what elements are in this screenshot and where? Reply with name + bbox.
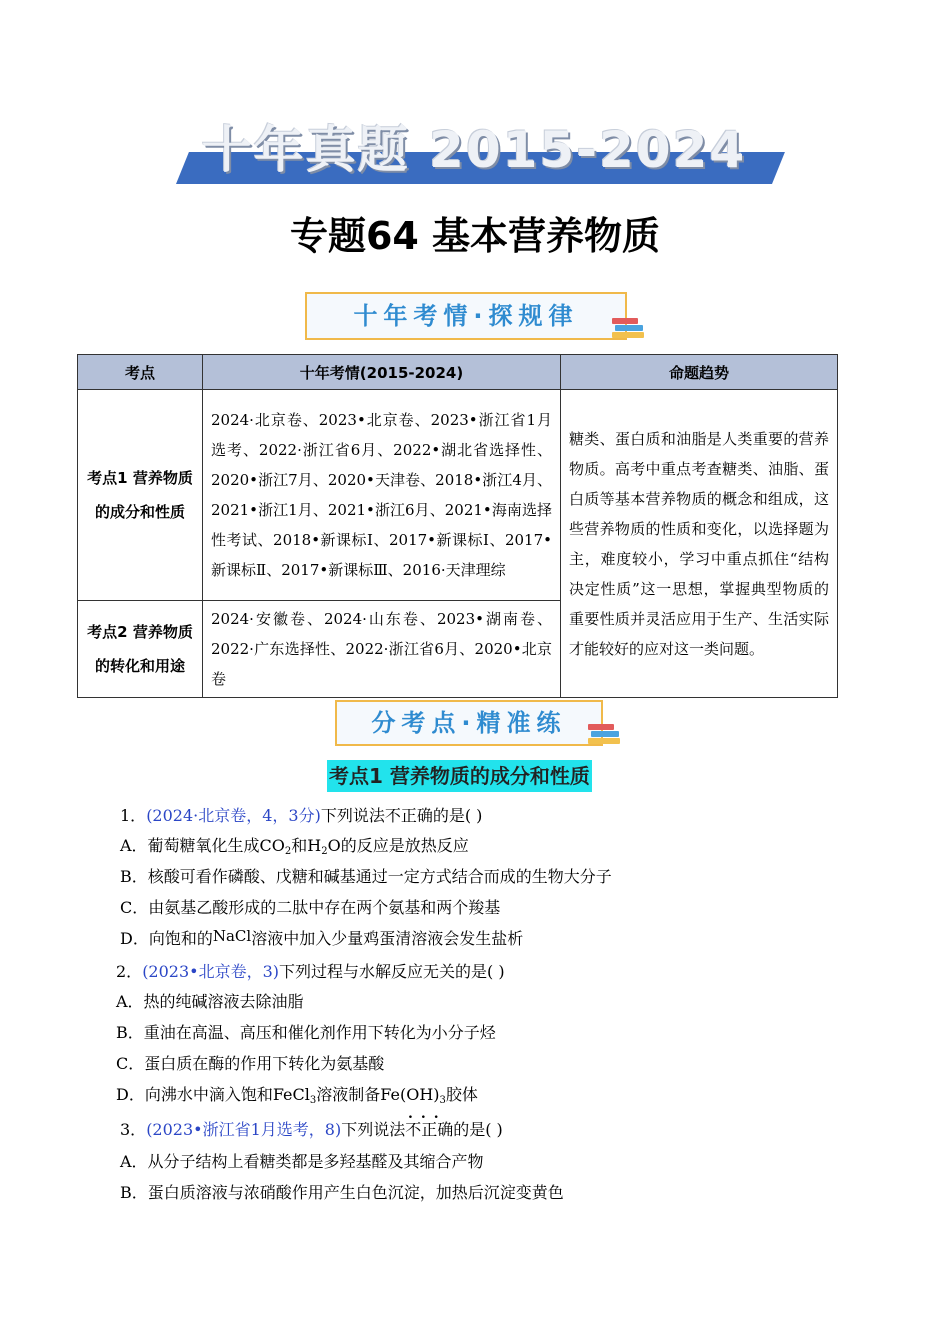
question-source: (2023•浙江省1月选考，8) [146, 1120, 342, 1139]
question-number: 1． [120, 806, 147, 825]
banner-title: 十年真题 2015-2024 [201, 121, 747, 179]
subscript: 2 [284, 846, 292, 857]
formula-nacl: NaCl [212, 927, 252, 945]
subsection-title: 考点1 营养物质的成分和性质 [327, 760, 592, 792]
question-number: 2． [116, 962, 143, 981]
emphasis-dots: ... [408, 1106, 447, 1122]
option-b: B．核酸可看作磷酸、戊糖和碱基通过一定方式结合而成的生物大分子 [120, 867, 612, 886]
option-a: A．从分子结构上看糖类都是多羟基醛及其缩合产物 [120, 1152, 484, 1171]
header-point: 考点 [78, 355, 203, 390]
subscript: 3 [439, 1095, 446, 1106]
trend-cell: 糖类、蛋白质和油脂是人类重要的营养物质。高考中重点考查糖类、油脂、蛋白质等基本营养物质的概念和组成，这些营养物质的性质和变化，以选择题为主，难度较小，学习中重点抓住“结构决定性质”这一思想，掌握典型物质的重要性质并灵活应用于生产、生活实际才能较好的应对这一类问题。 [561, 390, 838, 698]
option-text: A．葡萄糖氧化生成CO [120, 836, 285, 855]
section-header-practice-label: 分考点·精准练 [371, 709, 567, 737]
point-cell: 考点1 营养物质的成分和性质 [78, 390, 203, 601]
table-header-row [78, 355, 838, 390]
subscript: 2 [321, 846, 328, 857]
banner [176, 118, 772, 188]
header-trend: 命题趋势 [561, 355, 838, 390]
history-cell: 2024·北京卷、2023•北京卷、2023•浙江省1月选考、2022·浙江省6月、2022•湖北省选择性、2020•浙江7月、2020•天津卷、2018•浙江4月、2021•浙江1月、2021•浙江6月、2021•海南选择性考试、2018•新课标Ⅰ、2017•新课标Ⅰ、2017•新课标Ⅱ、2017•新课标Ⅲ、2016·天津理综 [203, 390, 561, 601]
books-icon [612, 318, 646, 344]
option-text: O的反应是放热反应 [327, 836, 469, 855]
question-2 [116, 960, 505, 984]
question-1 [120, 804, 482, 828]
option-text: 胶体 [445, 1085, 478, 1104]
section-header-practice [335, 700, 603, 746]
table-row [78, 390, 838, 601]
section-header-trends-label: 十年考情·探规律 [353, 302, 579, 330]
option-d [120, 927, 523, 951]
question-source: (2023•北京卷，3) [142, 962, 280, 981]
option-text: D．向饱和的 [120, 929, 213, 948]
option-text: D．向沸水中滴入饱和FeCl [116, 1085, 310, 1104]
option-a: A．热的纯碱溶液去除油脂 [116, 992, 304, 1011]
books-icon [588, 724, 622, 750]
question-stem: 下列说法不正确的是( ) [320, 806, 483, 825]
option-b: B．蛋白质溶液与浓硝酸作用产生白色沉淀，加热后沉淀变黄色 [120, 1183, 564, 1202]
option-text: 和H [291, 836, 322, 855]
subscript: 3 [309, 1095, 317, 1106]
page-title: 专题64 基本营养物质 [289, 214, 661, 258]
point-cell: 考点2 营养物质的转化和用途 [78, 601, 203, 698]
question-number: 3． [120, 1120, 147, 1139]
option-d [116, 1083, 478, 1107]
header-history: 十年考情(2015-2024) [203, 355, 561, 390]
option-a [120, 834, 469, 858]
option-text: 溶液中加入少量鸡蛋清溶液会发生盐析 [251, 929, 524, 948]
question-3 [120, 1118, 503, 1142]
option-c: C．由氨基乙酸形成的二肽中存在两个氨基和两个羧基 [120, 898, 501, 917]
history-cell: 2024·安徽卷、2024·山东卷、2023•湖南卷、2022·广东选择性、2022·浙江省6月、2020•北京卷 [203, 601, 561, 698]
question-stem: 下列过程与水解反应无关的是( ) [279, 962, 505, 981]
option-c: C．蛋白质在酶的作用下转化为氨基酸 [116, 1054, 385, 1073]
question-source: (2024·北京卷，4，3分) [146, 806, 321, 825]
question-stem: 下列说法不正确的是( ) [341, 1120, 503, 1139]
option-text: 溶液制备Fe(OH) [316, 1085, 440, 1104]
exam-info-table [77, 354, 838, 698]
section-header-trends [305, 292, 627, 340]
option-b: B．重油在高温、高压和催化剂作用下转化为小分子烃 [116, 1023, 496, 1042]
